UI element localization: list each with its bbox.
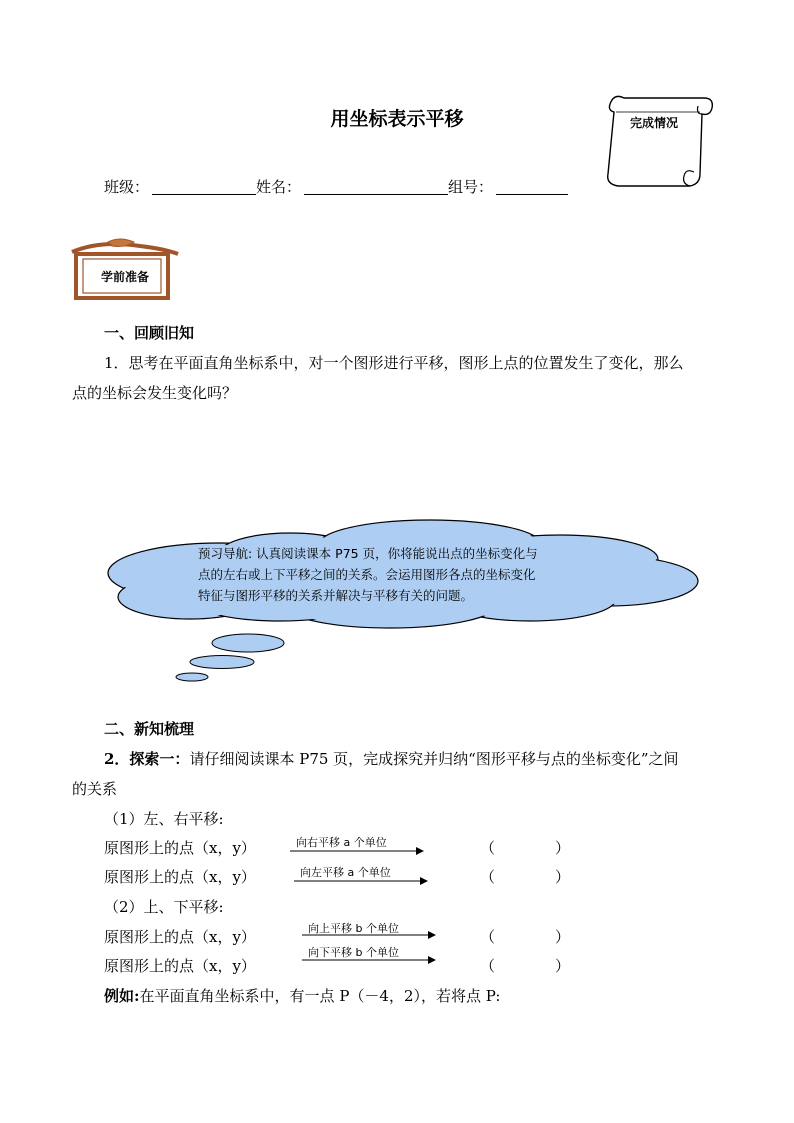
page-title: 用坐标表示平移 xyxy=(330,108,464,130)
row-point: 原图形上的点（x，y） xyxy=(104,928,256,946)
result-blank[interactable]: （ ） xyxy=(480,928,571,946)
explore-1 xyxy=(72,744,722,774)
row-point: 原图形上的点（x，y） xyxy=(104,868,256,886)
arrow-right-icon xyxy=(290,846,426,856)
section-badge: 学前准备 xyxy=(100,270,149,284)
question-1-line2: 点的坐标会发生变化吗？ xyxy=(72,384,238,402)
example-line xyxy=(104,985,500,1006)
question-1-line1: 1．思考在平面直角坐标系中，对一个图形进行平移，图形上点的位置发生了变化，那么 xyxy=(104,354,684,372)
result-blank[interactable]: （ ） xyxy=(480,957,571,975)
arrow-label: 向右平移 a 个单位 xyxy=(296,836,387,849)
guide-line-3: 特征与图形平移的关系并解决与平移有关的问题。 xyxy=(198,588,474,603)
arrow-right-icon xyxy=(294,876,430,886)
group-label: 组号： xyxy=(448,178,494,196)
arrow-right-icon xyxy=(302,930,438,940)
class-field[interactable] xyxy=(152,178,256,195)
group-field[interactable] xyxy=(496,178,568,195)
status-badge: 完成情况 xyxy=(629,116,678,130)
new-knowledge-heading: 二、新知梳理 xyxy=(104,720,195,738)
class-label: 班级： xyxy=(104,178,150,196)
explore-label: 2．探索一： xyxy=(104,750,190,768)
scroll-icon xyxy=(600,92,720,192)
result-blank[interactable]: （ ） xyxy=(480,839,571,857)
arrow-label: 向下平移 b 个单位 xyxy=(308,946,399,959)
review-heading: 一、回顾旧知 xyxy=(104,324,195,342)
explore-text-2: 的关系 xyxy=(72,780,118,798)
guide-line-1: 预习导航: 认真阅读课本 P75 页，你将能说出点的坐标变化与 xyxy=(198,546,538,561)
result-blank[interactable]: （ ） xyxy=(480,868,571,886)
arrow-label: 向上平移 b 个单位 xyxy=(308,922,399,935)
example-text: 在平面直角坐标系中，有一点 P（－4，2），若将点 P: xyxy=(139,987,501,1005)
name-label: 姓名： xyxy=(256,178,302,196)
guide-line-2: 点的左右或上下平移之间的关系。会运用图形各点的坐标变化 xyxy=(198,567,536,582)
ud-heading: （2）上、下平移: xyxy=(104,898,224,916)
example-label: 例如: xyxy=(104,987,140,1005)
lr-heading: （1）左、右平移: xyxy=(104,810,224,828)
arrow-label: 向左平移 a 个单位 xyxy=(300,866,391,879)
explore-text: 请仔细阅读课本 P75 页，完成探究并归纳“图形平移与点的坐标变化”之间 xyxy=(189,750,679,768)
arrow-right-icon xyxy=(302,955,438,965)
name-field[interactable] xyxy=(304,178,448,195)
row-point: 原图形上的点（x，y） xyxy=(104,839,256,857)
guide-text xyxy=(198,543,578,606)
row-point: 原图形上的点（x，y） xyxy=(104,957,256,975)
question-1 xyxy=(72,348,722,378)
